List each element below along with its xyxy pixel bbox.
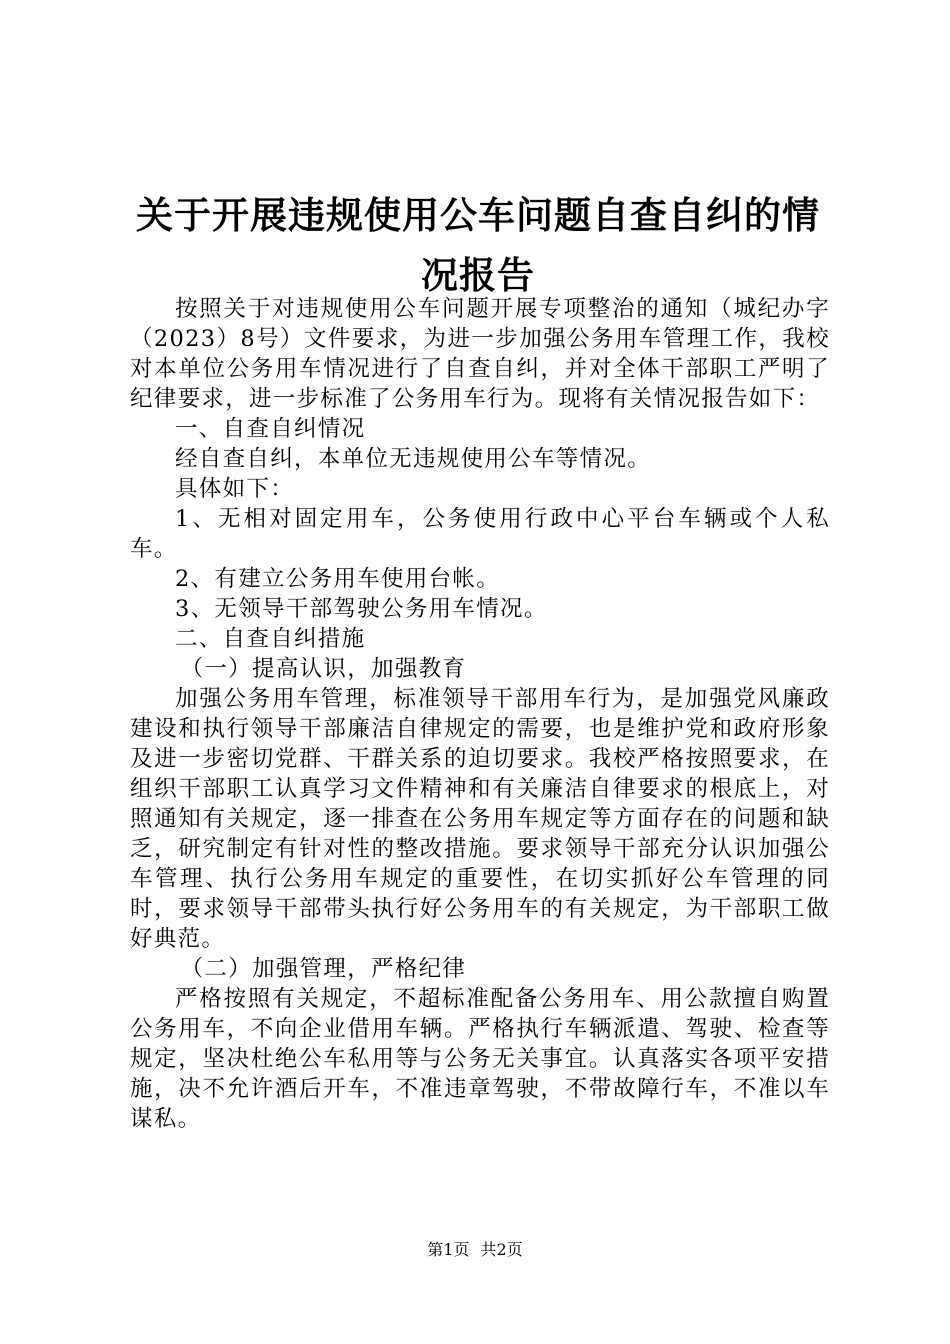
- list-item: 1、无相对固定用车，公务使用行政中心平台车辆或个人私车。: [130, 506, 830, 562]
- document-title: 关于开展违规使用公车问题自查自纠的情况报告: [136, 194, 820, 297]
- paragraph: 加强公务用车管理，标准领导干部用车行为，是加强党风廉政建设和执行领导干部廉洁自律规定的需要，也是维护党和政府形象及进一步密切党群、干群关系的迫切要求。我校严格按照要求，在组织干部职工认真学习文件精神和有关廉洁自律要求的根底上，对照通知有关规定，逐一排查在公务用车规定等方面存在的问题和缺乏，研究制定有针对性的整改措施。要求领导干部充分认识加强公车管理、执行公务用车规定的重要性，在切实抓好公车管理的同时，要求领导干部带头执行好公务用车的有关规定，为干部职工做好典范。: [130, 686, 830, 952]
- list-item: 3、无领导干部驾驶公务用车情况。: [175, 596, 548, 622]
- page-footer: [0, 1240, 950, 1260]
- list-item: 2、有建立公务用车使用台帐。: [175, 566, 501, 592]
- paragraph: 经自查自纠，本单位无违规使用公车等情况。: [175, 446, 652, 472]
- section-heading-self-check: 一、自查自纠情况: [175, 416, 366, 442]
- subsection-heading: （二）加强管理，严格纪律: [180, 956, 467, 982]
- intro-paragraph: 按照关于对违规使用公车问题开展专项整治的通知（城纪办字（2023）8号）文件要求，为进一步加强公务用车管理工作，我校对本单位公务用车情况进行了自查自纠，并对全体干部职工严明了纪律要求，进一步标准了公务用车行为。现将有关情况报告如下：: [130, 296, 830, 412]
- page-total: 共2页: [480, 1240, 523, 1259]
- document-body: [130, 294, 830, 1134]
- subsection-heading: （一）提高认识，加强教育: [180, 656, 467, 682]
- section-heading-measures: 二、自查自纠措施: [175, 626, 366, 652]
- page-number: 第1页: [427, 1240, 470, 1259]
- paragraph: 具体如下：: [175, 476, 295, 502]
- paragraph: 严格按照有关规定，不超标准配备公务用车、用公款擅自购置公务用车，不向企业借用车辆。严格执行车辆派遣、驾驶、检查等规定，坚决杜绝公车私用等与公务无关事宜。认真落实各项平安措施，决不允许酒后开车，不准违章驾驶，不带故障行车，不准以车谋私。: [130, 986, 830, 1132]
